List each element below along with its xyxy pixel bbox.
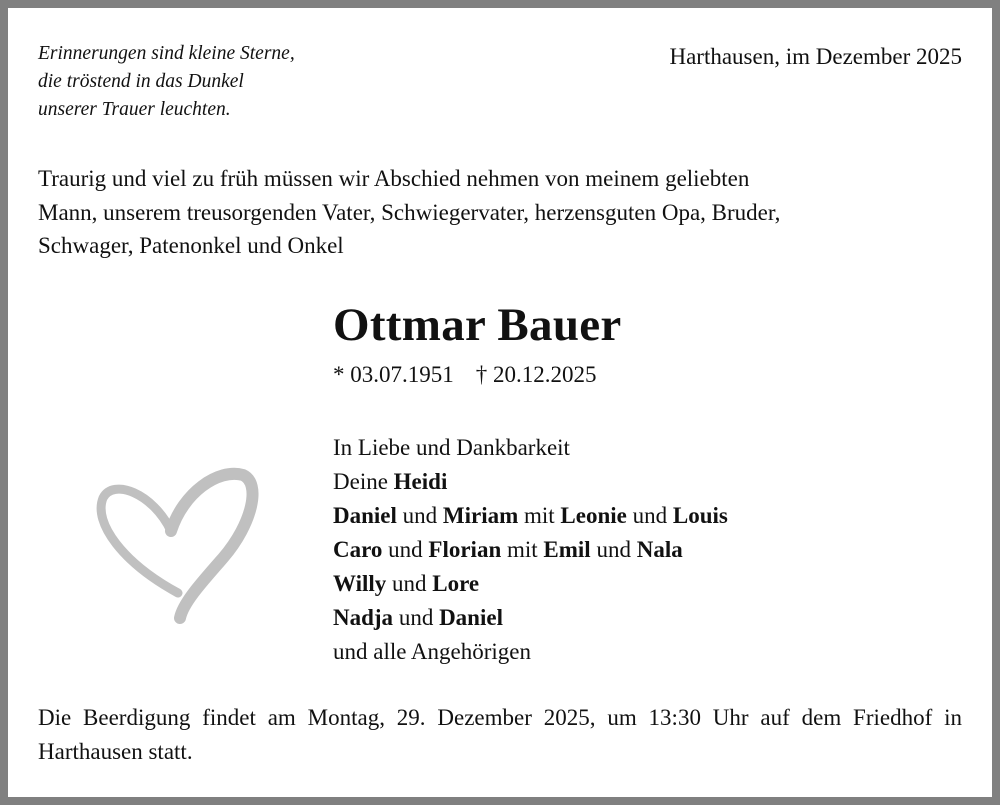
mourner-name: Nadja (333, 605, 394, 630)
death-date: † 20.12.2025 (475, 362, 597, 387)
text: mit (518, 503, 561, 528)
mourner-name: Louis (672, 503, 728, 528)
text: und (382, 537, 429, 562)
mourners-line (333, 533, 728, 567)
mourners-line (333, 601, 728, 635)
mourners-line (333, 567, 728, 601)
mourner-name: Miriam (442, 503, 519, 528)
intro-line: Schwager, Patenonkel und Onkel (38, 233, 344, 258)
quote-line: unserer Trauer leuchten. (38, 99, 231, 120)
text: mit (501, 537, 544, 562)
place-date: Harthausen, im Dezember 2025 (669, 44, 962, 69)
text: und (396, 503, 443, 528)
birth-date: * 03.07.1951 (333, 362, 454, 387)
mourner-name: Leonie (560, 503, 627, 528)
quote-line: Erinnerungen sind kleine Sterne, (38, 43, 295, 64)
mourner-name: Heidi (393, 469, 448, 494)
mourner-name: Florian (428, 537, 502, 562)
text: und (626, 503, 673, 528)
life-dates (333, 362, 619, 388)
quote-line: die tröstend in das Dunkel (38, 71, 244, 92)
mourner-name: Emil (543, 537, 591, 562)
text: und (393, 605, 440, 630)
text: und (386, 571, 433, 596)
intro-line: Traurig und viel zu früh müssen wir Abschied nehmen von meinem geliebten (38, 166, 750, 191)
mourner-name: Lore (432, 571, 480, 596)
funeral-notice: Die Beerdigung findet am Montag, 29. Dezember 2025, um 13:30 Uhr auf dem Friedhof in Harthausen statt. (38, 705, 962, 764)
deceased-name: Ottmar Bauer (333, 299, 622, 351)
mourner-name: Daniel (439, 605, 503, 630)
mourners-line (333, 465, 728, 499)
intro-text (38, 162, 780, 263)
obituary-card (8, 8, 992, 797)
heart-icon (83, 453, 263, 638)
mourner-name: Willy (333, 571, 387, 596)
mourners-line: und alle Angehörigen (333, 639, 532, 664)
mourner-name: Caro (333, 537, 383, 562)
mourners-line (333, 499, 728, 533)
mourners-list (333, 431, 728, 669)
mourner-name: Daniel (333, 503, 397, 528)
mourner-name: Nala (636, 537, 683, 562)
text: Deine (333, 469, 394, 494)
mourners-line: In Liebe und Dankbarkeit (333, 435, 570, 460)
intro-line: Mann, unserem treusorgenden Vater, Schwiegervater, herzensguten Opa, Bruder, (38, 199, 781, 225)
text: und (590, 537, 637, 562)
memorial-quote (38, 40, 295, 124)
